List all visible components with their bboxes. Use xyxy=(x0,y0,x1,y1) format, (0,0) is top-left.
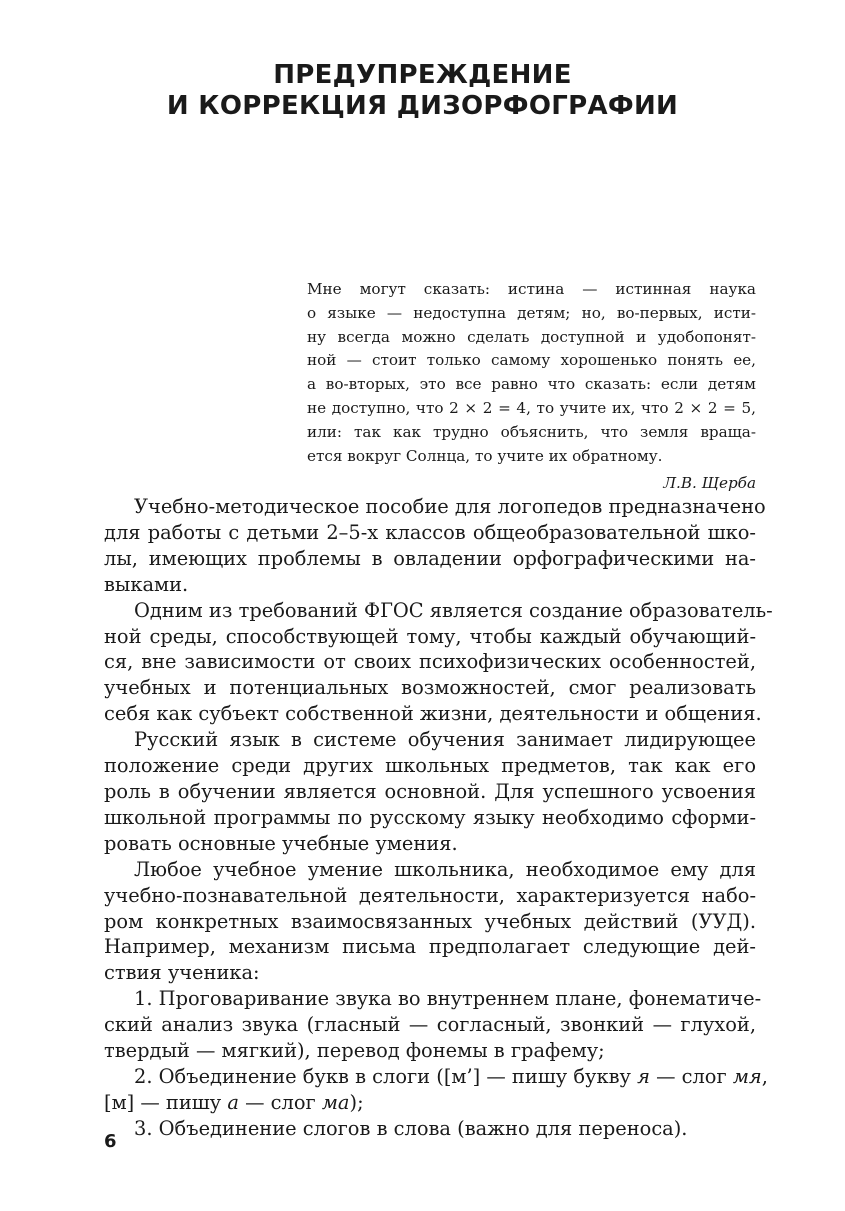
epigraph xyxy=(307,278,756,496)
text-line: положение среди других школьных предметов, так как его xyxy=(104,754,756,778)
text-line: ствия ученика: xyxy=(104,961,260,985)
italic-letter: а xyxy=(227,1090,239,1114)
text-run: 2. Объединение букв в слоги ([м’] — пишу букву xyxy=(134,1064,638,1088)
text-line: учебно-познавательной деятельности, характеризуется набо- xyxy=(104,883,756,907)
paragraph xyxy=(104,727,756,857)
text-line: ром конкретных взаимосвязанных учебных действий (УУД). xyxy=(104,909,756,933)
page-number: 6 xyxy=(104,1131,117,1152)
text-line: учебных и потенциальных возможностей, смог реализовать xyxy=(104,676,756,700)
text-line: ся, вне зависимости от своих психофизических особенностей, xyxy=(104,650,756,674)
text-line xyxy=(104,1090,756,1116)
text-run: , xyxy=(761,1064,768,1088)
list-item xyxy=(104,1116,756,1142)
epigraph-line: а во-вторых, это все равно что сказать: если детям xyxy=(307,375,756,394)
text-line: Одним из требований ФГОС является создание образователь- xyxy=(134,598,773,622)
epigraph-line: или: так как трудно объяснить, что земля враща- xyxy=(307,422,756,441)
text-line: ский анализ звука (гласный — согласный, звонкий — глухой, xyxy=(104,1013,756,1037)
epigraph-author: Л.В. Щерба xyxy=(663,474,756,493)
list-item xyxy=(104,1064,768,1116)
text-line: лы, имеющих проблемы в овладении орфографическими на- xyxy=(104,546,756,570)
list-item xyxy=(104,986,762,1064)
paragraph xyxy=(104,857,756,987)
text-run: ); xyxy=(349,1090,364,1114)
chapter-title xyxy=(0,60,845,122)
paragraph xyxy=(104,494,766,598)
text-line: Например, механизм письма предполагает следующие дей- xyxy=(104,935,756,959)
main-text xyxy=(104,494,773,1142)
text-line: 1. Проговаривание звука во внутреннем плане, фонематиче- xyxy=(134,987,762,1011)
text-line: школьной программы по русскому языку необходимо сформи- xyxy=(104,805,756,829)
text-run: — слог xyxy=(649,1064,733,1088)
italic-letter: я xyxy=(637,1064,650,1088)
text-line: Русский язык в системе обучения занимает лидирующее xyxy=(134,728,756,752)
epigraph-line: ну всегда можно сделать доступной и удобопонят- xyxy=(307,327,756,346)
text-line: Учебно-методическое пособие для логопедов предназначено xyxy=(134,495,766,518)
chapter-title-line-1: ПРЕДУПРЕЖДЕНИЕ xyxy=(273,60,572,90)
text-line: выками. xyxy=(104,572,189,596)
text-line: для работы с детьми 2–5-х классов общеобразовательной шко- xyxy=(104,520,756,544)
text-line: твердый — мягкий), перевод фонемы в графему; xyxy=(104,1039,605,1063)
epigraph-line: ной — стоит только самому хорошенько понять ее, xyxy=(307,351,756,370)
text-line: ной среды, способствующей тому, чтобы каждый обучающий- xyxy=(104,624,756,648)
epigraph-line: Мне могут сказать: истина — истинная наука xyxy=(307,280,756,298)
text-line xyxy=(104,1064,768,1090)
italic-syllable: ма xyxy=(321,1090,350,1114)
text-line: 3. Объединение слогов в слова (важно для переноса). xyxy=(134,1116,688,1140)
epigraph-line: о языке — недоступна детям; но, во-первых, исти- xyxy=(307,303,756,322)
text-line: роль в обучении является основной. Для успешного усвоения xyxy=(104,779,756,803)
paragraph xyxy=(104,598,773,728)
chapter-title-line-2: И КОРРЕКЦИЯ ДИЗОРФОГРАФИИ xyxy=(166,91,679,121)
epigraph-line: ется вокруг Солнца, то учите их обратному. xyxy=(307,446,663,465)
epigraph-line: не доступно, что 2 × 2 = 4, то учите их, что 2 × 2 = 5, xyxy=(307,398,756,417)
text-run: [м] — пишу xyxy=(104,1090,228,1114)
text-line: ровать основные учебные умения. xyxy=(104,831,458,855)
text-line: себя как субъект собственной жизни, деятельности и общения. xyxy=(104,702,762,726)
text-line: Любое учебное умение школьника, необходимое ему для xyxy=(134,857,756,881)
italic-syllable: мя xyxy=(732,1064,762,1088)
text-run: — слог xyxy=(238,1090,322,1114)
